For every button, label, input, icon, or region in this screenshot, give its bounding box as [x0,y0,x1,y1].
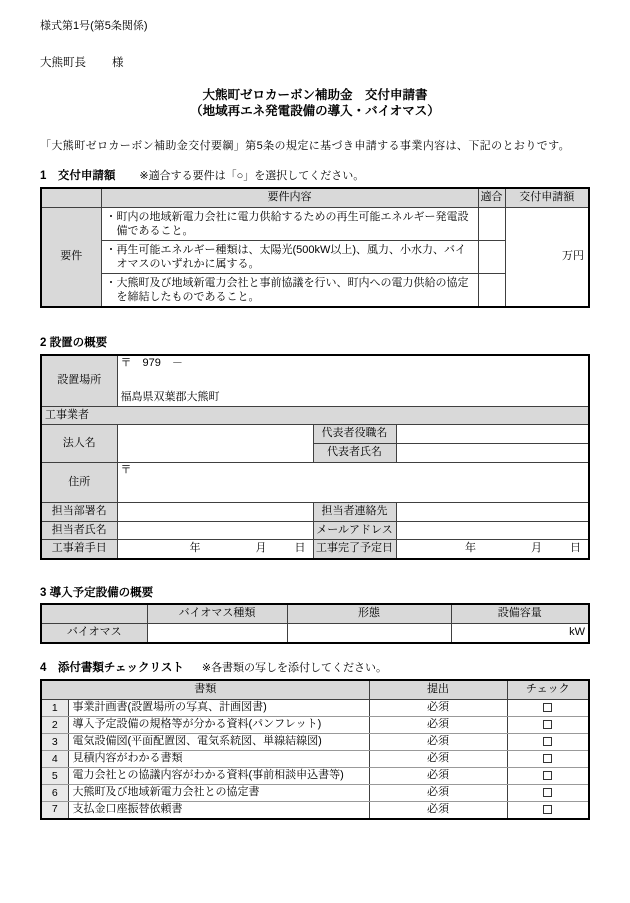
representative-name-input[interactable] [396,444,589,463]
equipment-corner-cell [41,604,147,624]
grant-application-amount-table [40,187,590,309]
capacity-header: 設備容量 [451,604,589,624]
addressee-line [40,56,590,70]
contact-label: 担当者連絡先 [313,503,396,522]
addressee-name: 大熊町長 [40,56,86,69]
contractor-subheader: 工事業者 [41,407,589,425]
conformity-select-cell-1[interactable] [478,208,505,241]
corporate-name-label: 法人名 [41,425,117,463]
checkbox-icon[interactable] [543,720,552,729]
month-label: 月 [255,541,267,554]
construction-end-input[interactable] [396,540,589,559]
year-label: 年 [189,541,201,554]
biomass-type-header: バイオマス種類 [147,604,287,624]
month-label: 月 [531,541,542,554]
document-name: 電気設備図(平面配置図、電気系統図、単線結線図) [68,734,369,751]
section4-heading [40,661,590,676]
construction-start-label: 工事着手日 [41,540,117,559]
checklist-row [41,717,589,734]
amount-unit-label: 万円 [562,250,584,263]
submission-requirement: 必須 [369,717,507,734]
submission-header: 提出 [369,680,507,700]
document-name: 事業計画書(設置場所の写真、計画図書) [68,700,369,717]
year-label: 年 [465,541,476,554]
requirement-content-header: 要件内容 [101,188,478,208]
row-number: 3 [41,734,68,751]
location-postal-code: 〒 979 － [120,356,183,369]
attachment-checklist-table [40,679,590,820]
document-name: 導入予定設備の規格等が分かる資料(パンフレット) [68,717,369,734]
document-name: 支払金口座振替依頼書 [68,802,369,819]
department-label: 担当部署名 [41,503,117,522]
construction-end-label: 工事完了予定日 [313,540,396,559]
section2-title: 2 設置の概要 [40,337,108,350]
installation-location-label: 設置場所 [41,355,117,407]
checkbox-icon[interactable] [543,703,552,712]
form-number: 様式第1号(第5条関係) [40,20,148,32]
address-label: 住所 [41,463,117,503]
section4-note: ※各書類の写しを添付してください。 [201,661,388,674]
capacity-unit-label: kW [569,626,585,639]
checkbox-icon[interactable] [543,754,552,763]
section4-title: 4 添付書類チェックリスト [40,661,184,674]
section1-title: 1 交付申請額 [40,169,116,182]
conformity-select-cell-3[interactable] [478,274,505,308]
check-cell[interactable] [507,734,589,751]
submission-requirement: 必須 [369,700,507,717]
row-number: 4 [41,751,68,768]
row-number: 6 [41,785,68,802]
email-input[interactable] [396,522,589,540]
form-header: 形態 [287,604,451,624]
check-cell[interactable] [507,802,589,819]
checkbox-icon[interactable] [543,788,552,797]
section2-heading [40,336,590,350]
title-line-2: （地域再エネ発電設備の導入・バイオマス） [190,104,440,119]
conformity-header: 適合 [478,188,505,208]
row-number: 7 [41,802,68,819]
checklist-row [41,751,589,768]
email-label: メールアドレス [313,522,396,540]
person-in-charge-input[interactable] [117,522,313,540]
document-name: 大熊町及び地域新電力会社との協定書 [68,785,369,802]
requirement-text-1: ・町内の地域新電力会社に電力供給するための再生可能エネルギー発電設備であること。 [101,208,478,241]
department-input[interactable] [117,503,313,522]
document-name: 電力会社との協議内容がわかる資料(事前相談申込書等) [68,768,369,785]
day-label: 日 [570,541,581,554]
check-cell[interactable] [507,751,589,768]
biomass-type-input[interactable] [147,624,287,643]
section3-title: 3 導入予定設備の概要 [40,586,154,599]
representative-name-label: 代表者氏名 [313,444,396,463]
checklist-row [41,700,589,717]
requirements-corner-cell [41,188,101,208]
check-cell[interactable] [507,768,589,785]
capacity-input[interactable] [451,624,589,643]
person-in-charge-label: 担当者氏名 [41,522,117,540]
submission-requirement: 必須 [369,802,507,819]
check-cell[interactable] [507,717,589,734]
grant-amount-header: 交付申請額 [505,188,589,208]
requirement-text-3: ・大熊町及び地域新電力会社と事前協議を行い、町内への電力供給の協定を締結したものであること。 [101,274,478,308]
day-label: 日 [294,541,306,554]
submission-requirement: 必須 [369,768,507,785]
representative-title-input[interactable] [396,425,589,444]
section1-note: ※適合する要件は「○」を選択してください。 [139,169,365,182]
check-cell[interactable] [507,785,589,802]
document-title [40,87,590,119]
grant-amount-cell[interactable] [505,208,589,308]
biomass-row-label: バイオマス [41,624,147,643]
checklist-row [41,768,589,785]
check-cell[interactable] [507,700,589,717]
checklist-row [41,785,589,802]
row-number: 2 [41,717,68,734]
addressee-honorific: 様 [112,56,124,69]
row-number: 1 [41,700,68,717]
representative-title-label: 代表者役職名 [313,425,396,444]
installation-location-input[interactable] [117,355,589,407]
submission-requirement: 必須 [369,734,507,751]
submission-requirement: 必須 [369,785,507,802]
location-address-text: 福島県双葉郡大熊町 [120,390,220,403]
checkbox-icon[interactable] [543,805,552,814]
installation-overview-table [40,354,590,560]
contact-input[interactable] [396,503,589,522]
section3-heading [40,586,590,600]
checkbox-icon[interactable] [543,737,552,746]
section1-heading [40,169,590,184]
checkbox-icon[interactable] [543,771,552,780]
form-input[interactable] [287,624,451,643]
corporate-name-input[interactable] [117,425,313,463]
checklist-row [41,802,589,819]
documents-header: 書類 [41,680,369,700]
checklist-row [41,734,589,751]
requirements-row-label: 要件 [41,208,101,308]
intro-paragraph: 「大熊町ゼロカーボン補助金交付要綱」第5条の規定に基づき申請する事業内容は、下記のとおりです。 [40,140,571,153]
submission-requirement: 必須 [369,751,507,768]
check-header: チェック [507,680,589,700]
row-number: 5 [41,768,68,785]
document-name: 見積内容がわかる書類 [68,751,369,768]
conformity-select-cell-2[interactable] [478,241,505,274]
construction-start-input[interactable] [117,540,313,559]
planned-equipment-table [40,603,590,644]
title-line-1: 大熊町ゼロカーボン補助金 交付申請書 [202,88,428,103]
requirement-text-2: ・再生可能エネルギー種類は、太陽光(500kW以上)、風力、小水力、バイオマスのいずれかに属する。 [101,241,478,274]
address-postal-mark: 〒 [120,464,132,476]
address-input[interactable] [117,463,589,503]
